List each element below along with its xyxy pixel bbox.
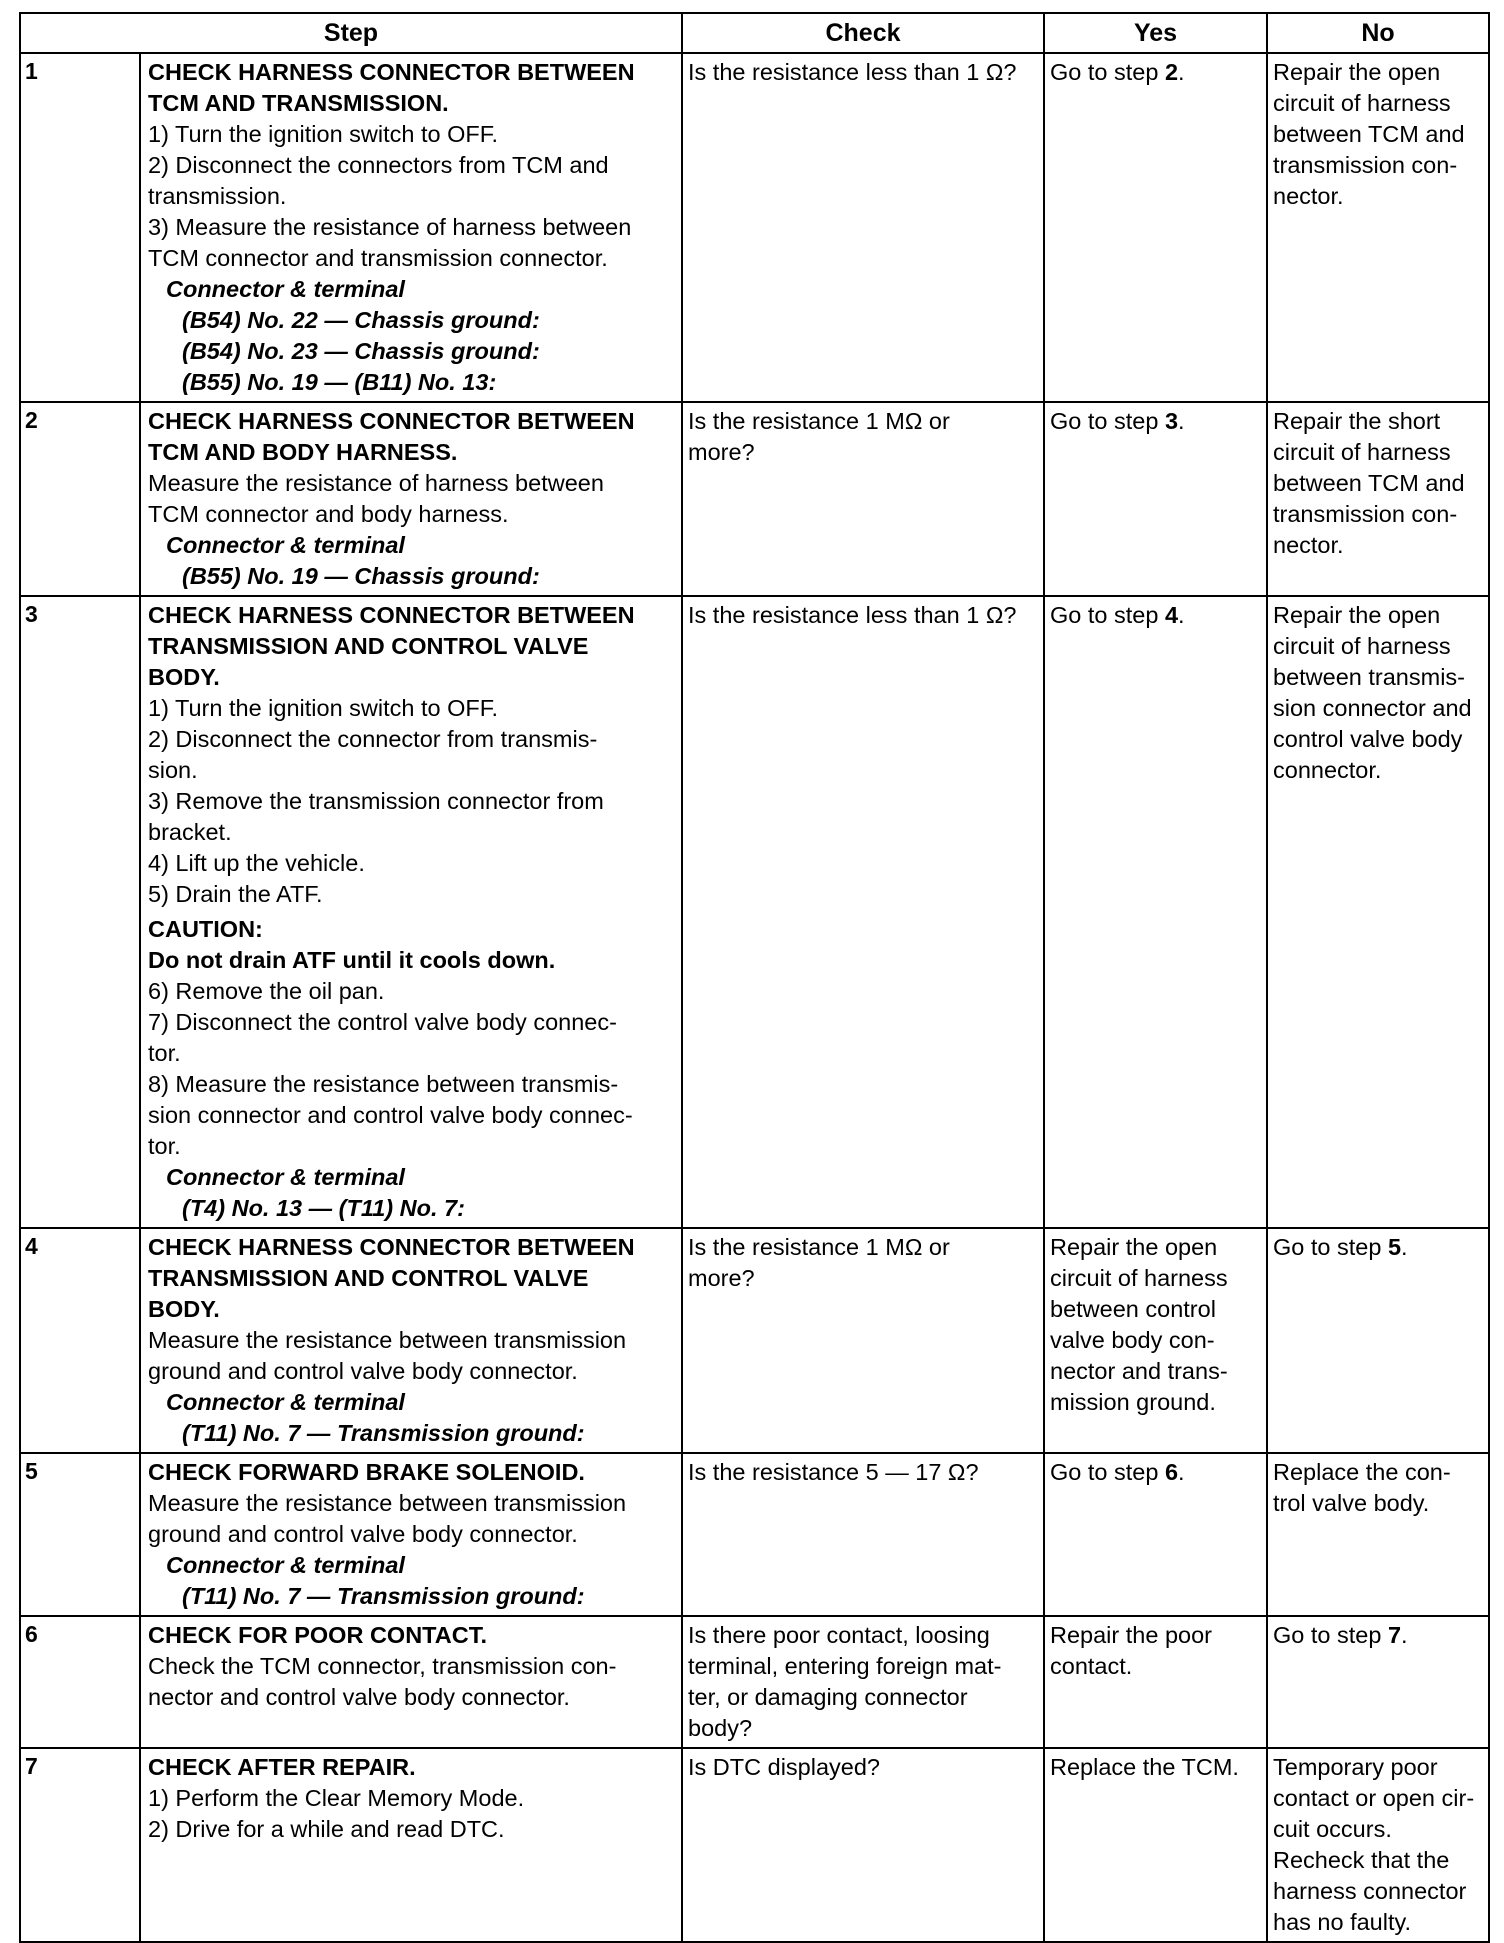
step-line: TCM connector and transmission connector. — [148, 245, 608, 271]
step-line: sion connector and control valve body connec- — [148, 1102, 633, 1128]
step-line: sion. — [148, 757, 198, 783]
yes-step-number: 4 — [1164, 602, 1179, 628]
check-line: Is the resistance less than 1 Ω? — [688, 602, 1017, 628]
yes-cell — [1044, 53, 1267, 402]
check-line: ter, or damaging connector — [688, 1684, 968, 1710]
terminal-spec: (B55) No. 19 — Chassis ground: — [182, 563, 540, 589]
check-line: body? — [688, 1715, 753, 1741]
yes-line: between control — [1050, 1296, 1216, 1322]
step-line: 7) Disconnect the control valve body connec- — [148, 1009, 617, 1035]
terminal-spec: (T4) No. 13 — (T11) No. 7: — [182, 1195, 465, 1221]
check-cell — [682, 1616, 1044, 1748]
step-title: CHECK HARNESS CONNECTOR BETWEEN — [148, 59, 635, 85]
no-line: circuit of harness — [1273, 439, 1451, 465]
no-line: between TCM and — [1273, 470, 1465, 496]
yes-text: Go to step — [1050, 408, 1165, 434]
connector-label: Connector & terminal — [166, 1164, 405, 1190]
yes-end: . — [1178, 1459, 1185, 1485]
step-line: 8) Measure the resistance between transmis- — [148, 1071, 619, 1097]
no-line: connector. — [1273, 757, 1382, 783]
step-line: Measure the resistance of harness between — [148, 470, 604, 496]
check-line: Is the resistance 1 MΩ or — [688, 408, 950, 434]
step-number: 6 — [20, 1616, 140, 1748]
step-line: tor. — [148, 1133, 181, 1159]
diagnostic-table — [19, 12, 1490, 1943]
step-title: CHECK AFTER REPAIR. — [148, 1754, 416, 1780]
yes-step-number: 2 — [1164, 59, 1179, 85]
no-cell — [1267, 1616, 1489, 1748]
step-title: TRANSMISSION AND CONTROL VALVE — [148, 1265, 589, 1291]
connector-label: Connector & terminal — [166, 1552, 405, 1578]
step-title: BODY. — [148, 664, 220, 690]
table-row-step-4 — [20, 1228, 1489, 1453]
no-cell — [1267, 1748, 1489, 1942]
step-line: nector and control valve body connector. — [148, 1684, 570, 1710]
check-line: more? — [688, 439, 755, 465]
table-row-step-3 — [20, 596, 1489, 1228]
step-line: tor. — [148, 1040, 181, 1066]
step-title: CHECK HARNESS CONNECTOR BETWEEN — [148, 1234, 635, 1260]
no-line: circuit of harness — [1273, 90, 1451, 116]
step-number: 4 — [20, 1228, 140, 1453]
step-title: CHECK FORWARD BRAKE SOLENOID. — [148, 1459, 585, 1485]
no-line: circuit of harness — [1273, 633, 1451, 659]
yes-step-number: 6 — [1164, 1459, 1179, 1485]
no-cell — [1267, 596, 1489, 1228]
no-line: Repair the short — [1273, 408, 1441, 434]
no-line: sion connector and — [1273, 695, 1472, 721]
step-line: Check the TCM connector, transmission con- — [148, 1653, 617, 1679]
check-line: more? — [688, 1265, 755, 1291]
table-row-step-5 — [20, 1453, 1489, 1616]
check-cell — [682, 1748, 1044, 1942]
terminal-spec: (B55) No. 19 — (B11) No. 13: — [182, 369, 497, 395]
yes-cell — [1044, 1453, 1267, 1616]
yes-text: Go to step — [1050, 602, 1165, 628]
step-number: 1 — [20, 53, 140, 402]
yes-end: . — [1178, 602, 1185, 628]
no-line: nector. — [1273, 183, 1344, 209]
connector-label: Connector & terminal — [166, 1389, 405, 1415]
check-line: Is there poor contact, loosing — [688, 1622, 990, 1648]
step-title: TCM AND TRANSMISSION. — [148, 90, 449, 116]
yes-text: Go to step — [1050, 1459, 1165, 1485]
no-line: transmission con- — [1273, 501, 1458, 527]
check-line: Is the resistance 5 — 17 Ω? — [688, 1459, 979, 1485]
step-line: 2) Disconnect the connector from transmis- — [148, 726, 598, 752]
no-text: Go to step — [1273, 1622, 1388, 1648]
step-description — [140, 596, 682, 1228]
step-line: Measure the resistance between transmission — [148, 1327, 627, 1353]
step-line: 4) Lift up the vehicle. — [148, 850, 365, 876]
terminal-spec: (T11) No. 7 — Transmission ground: — [182, 1583, 585, 1609]
step-line: 3) Measure the resistance of harness between — [148, 214, 632, 240]
no-cell — [1267, 1453, 1489, 1616]
step-line: 5) Drain the ATF. — [148, 881, 323, 907]
step-description — [140, 53, 682, 402]
yes-line: Repair the poor — [1050, 1622, 1212, 1648]
yes-text: Go to step — [1050, 59, 1165, 85]
no-end: . — [1401, 1234, 1408, 1260]
step-number: 3 — [20, 596, 140, 1228]
step-line: 1) Turn the ignition switch to OFF. — [148, 695, 499, 721]
yes-end: . — [1178, 408, 1185, 434]
yes-line: Replace the TCM. — [1050, 1754, 1239, 1780]
step-description — [140, 402, 682, 596]
step-line: ground and control valve body connector. — [148, 1521, 578, 1547]
no-cell — [1267, 402, 1489, 596]
yes-line: circuit of harness — [1050, 1265, 1228, 1291]
step-description — [140, 1616, 682, 1748]
connector-label: Connector & terminal — [166, 532, 405, 558]
step-title: BODY. — [148, 1296, 220, 1322]
connector-label: Connector & terminal — [166, 276, 405, 302]
header-row — [20, 13, 1489, 53]
terminal-spec: (B54) No. 23 — Chassis ground: — [182, 338, 540, 364]
terminal-spec: (T11) No. 7 — Transmission ground: — [182, 1420, 585, 1446]
table-row-step-2 — [20, 402, 1489, 596]
header-check: Check — [682, 13, 1044, 53]
check-cell — [682, 1453, 1044, 1616]
step-line: Measure the resistance between transmission — [148, 1490, 627, 1516]
caution-text: Do not drain ATF until it cools down. — [148, 947, 556, 973]
check-line: Is DTC displayed? — [688, 1754, 880, 1780]
no-step-number: 7 — [1387, 1622, 1402, 1648]
yes-cell — [1044, 402, 1267, 596]
no-line: nector. — [1273, 532, 1344, 558]
step-title: CHECK HARNESS CONNECTOR BETWEEN — [148, 408, 635, 434]
header-step: Step — [20, 13, 682, 53]
yes-line: contact. — [1050, 1653, 1133, 1679]
caution-heading: CAUTION: — [148, 916, 263, 942]
diagnostic-table-container — [19, 12, 1488, 1943]
yes-line: mission ground. — [1050, 1389, 1216, 1415]
step-number: 2 — [20, 402, 140, 596]
check-cell — [682, 1228, 1044, 1453]
no-line: has no faulty. — [1273, 1909, 1412, 1935]
step-description — [140, 1453, 682, 1616]
step-line: transmission. — [148, 183, 287, 209]
header-no: No — [1267, 13, 1489, 53]
no-line: trol valve body. — [1273, 1490, 1430, 1516]
step-line: 2) Disconnect the connectors from TCM and — [148, 152, 609, 178]
check-line: Is the resistance less than 1 Ω? — [688, 59, 1017, 85]
terminal-spec: (B54) No. 22 — Chassis ground: — [182, 307, 540, 333]
no-cell — [1267, 53, 1489, 402]
step-line: ground and control valve body connector. — [148, 1358, 578, 1384]
yes-cell — [1044, 1748, 1267, 1942]
no-step-number: 5 — [1387, 1234, 1402, 1260]
step-line: 1) Perform the Clear Memory Mode. — [148, 1785, 525, 1811]
no-line: harness connector — [1273, 1878, 1467, 1904]
yes-line: valve body con- — [1050, 1327, 1215, 1353]
step-line: 3) Remove the transmission connector from — [148, 788, 604, 814]
table-row-step-7 — [20, 1748, 1489, 1942]
step-line: 1) Turn the ignition switch to OFF. — [148, 121, 499, 147]
step-number: 7 — [20, 1748, 140, 1942]
check-line: terminal, entering foreign mat- — [688, 1653, 1002, 1679]
yes-line: nector and trans- — [1050, 1358, 1228, 1384]
check-cell — [682, 53, 1044, 402]
no-cell — [1267, 1228, 1489, 1453]
yes-cell — [1044, 596, 1267, 1228]
step-line: 6) Remove the oil pan. — [148, 978, 385, 1004]
no-line: Replace the con- — [1273, 1459, 1451, 1485]
step-description — [140, 1228, 682, 1453]
yes-line: Repair the open — [1050, 1234, 1218, 1260]
no-line: between TCM and — [1273, 121, 1465, 147]
table-row-step-1 — [20, 53, 1489, 402]
step-number: 5 — [20, 1453, 140, 1616]
header-yes: Yes — [1044, 13, 1267, 53]
check-cell — [682, 402, 1044, 596]
step-line: TCM connector and body harness. — [148, 501, 509, 527]
step-description — [140, 1748, 682, 1942]
no-line: between transmis- — [1273, 664, 1465, 690]
step-title: CHECK FOR POOR CONTACT. — [148, 1622, 488, 1648]
yes-cell — [1044, 1616, 1267, 1748]
no-line: control valve body — [1273, 726, 1463, 752]
step-title: TCM AND BODY HARNESS. — [148, 439, 458, 465]
no-line: Temporary poor — [1273, 1754, 1438, 1780]
no-line: contact or open cir- — [1273, 1785, 1475, 1811]
step-title: TRANSMISSION AND CONTROL VALVE — [148, 633, 589, 659]
check-cell — [682, 596, 1044, 1228]
step-line: 2) Drive for a while and read DTC. — [148, 1816, 505, 1842]
no-line: transmission con- — [1273, 152, 1458, 178]
check-line: Is the resistance 1 MΩ or — [688, 1234, 950, 1260]
yes-step-number: 3 — [1164, 408, 1179, 434]
yes-cell — [1044, 1228, 1267, 1453]
no-line: Repair the open — [1273, 602, 1441, 628]
no-end: . — [1401, 1622, 1408, 1648]
no-line: cuit occurs. — [1273, 1816, 1392, 1842]
table-row-step-6 — [20, 1616, 1489, 1748]
yes-end: . — [1178, 59, 1185, 85]
no-line: Repair the open — [1273, 59, 1441, 85]
step-line: bracket. — [148, 819, 232, 845]
no-text: Go to step — [1273, 1234, 1388, 1260]
step-title: CHECK HARNESS CONNECTOR BETWEEN — [148, 602, 635, 628]
no-line: Recheck that the — [1273, 1847, 1450, 1873]
